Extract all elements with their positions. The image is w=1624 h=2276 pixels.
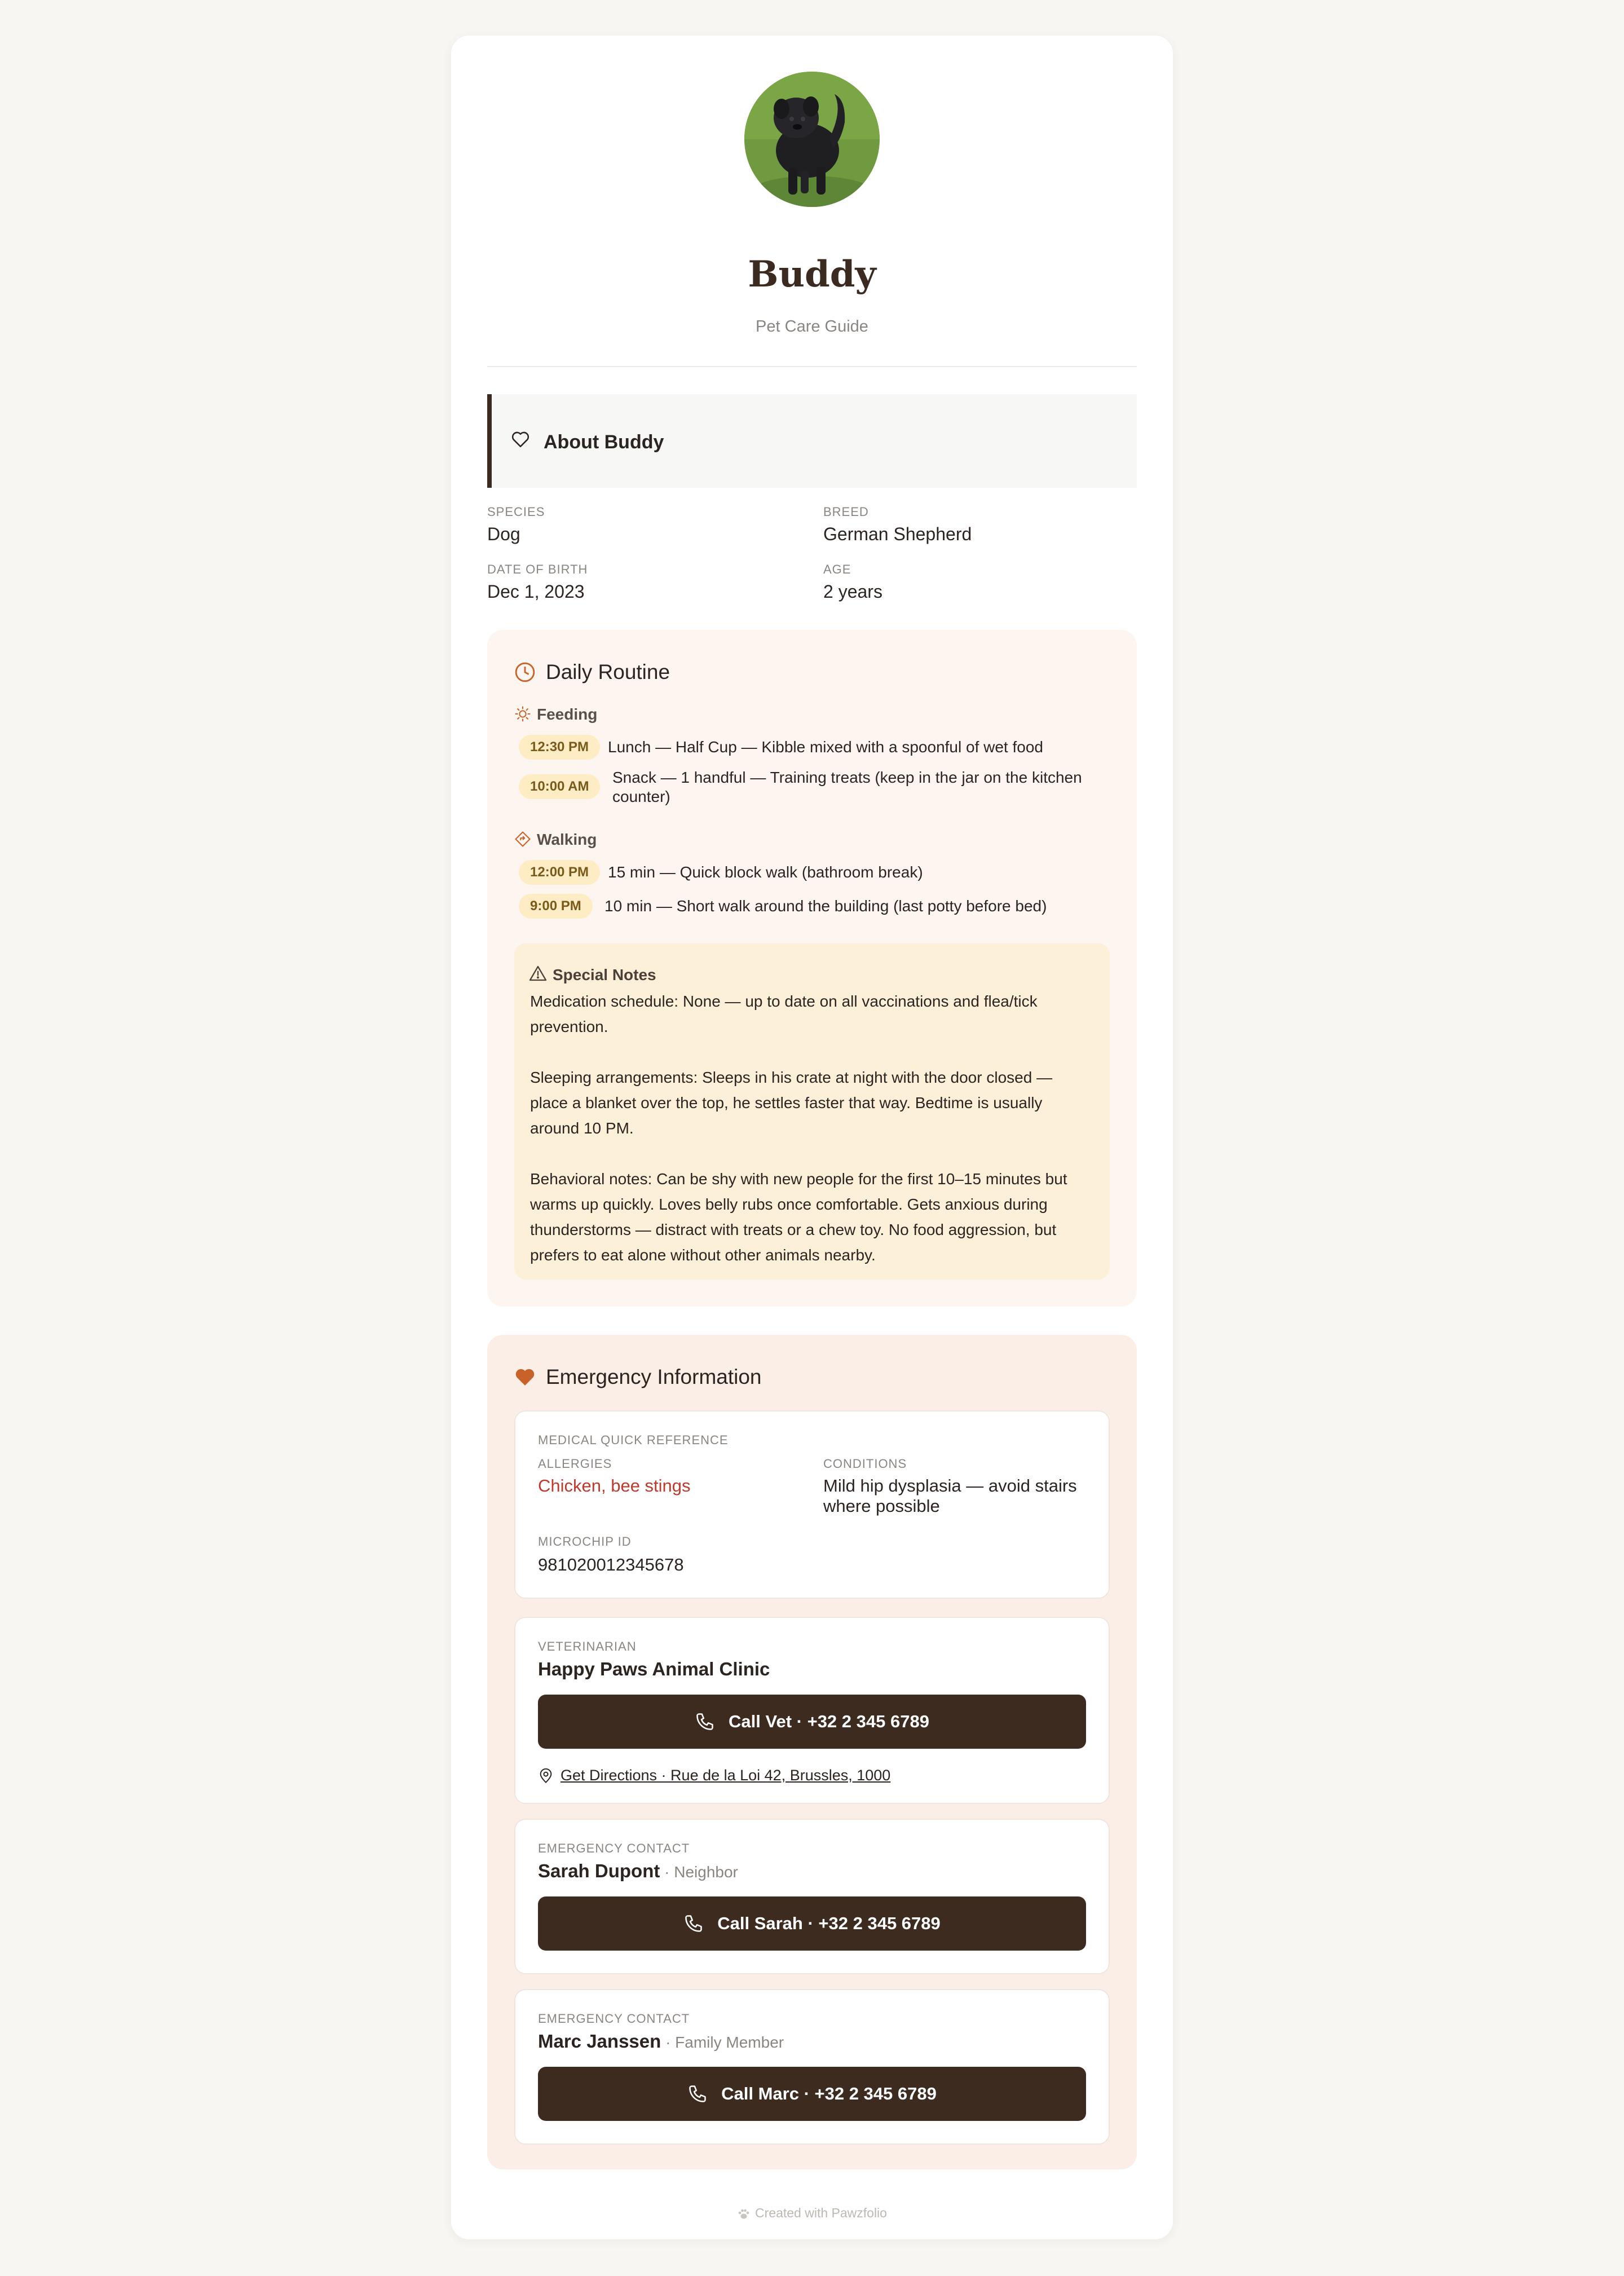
breed-value: German Shepherd [823,524,972,544]
contact-label: EMERGENCY CONTACT [538,1841,690,1855]
dob-label: DATE OF BIRTH [487,562,588,576]
phone-icon [687,2084,708,2104]
conditions-label: CONDITIONS [823,1457,907,1471]
pet-avatar [744,72,880,207]
breed-label: BREED [823,505,869,519]
walking-label: Walking [537,831,597,848]
age-label: AGE [823,562,851,576]
allergies-label: ALLERGIES [538,1457,612,1471]
header-divider [487,366,1137,367]
medical-reference-card [514,1410,1110,1599]
special-notes-title: Special Notes [553,966,656,983]
dob-value: Dec 1, 2023 [487,581,585,602]
feeding-entry: Lunch — Half Cup — Kibble mixed with a spoonful of wet food [608,738,1043,756]
emergency-contact-card [514,1989,1110,2145]
special-notes-box [514,943,1110,1280]
pet-name: Buddy [748,253,876,295]
call-marc-button[interactable] [538,2067,1086,2121]
walking-entry: 10 min — Short walk around the building (last potty before bed) [604,897,1047,915]
route-icon [514,831,531,850]
emergency-contact-card [514,1819,1110,1974]
emergency-title: Emergency Information [546,1365,762,1388]
about-section-header [487,394,1137,488]
about-title: About Buddy [544,431,664,453]
page-subtitle: Pet Care Guide [756,317,868,336]
contact-name-text: Marc Janssen [538,2031,661,2052]
warning-icon [529,965,547,985]
call-vet-label: Call Vet · +32 2 345 6789 [729,1712,929,1731]
call-marc-label: Call Marc · +32 2 345 6789 [721,2084,937,2103]
contact-name-text: Sarah Dupont [538,1860,660,1881]
microchip-value: 981020012345678 [538,1555,684,1574]
heart-icon [514,1366,536,1390]
species-label: SPECIES [487,505,545,519]
contact-role: · Neighbor [660,1863,738,1881]
contact-role: · Family Member [661,2034,784,2051]
special-notes-body: Medication schedule: None — up to date on all vaccinations and flea/tick prevention. Sleeping arrangements: Sleeps in his crate at night with the door closed — place a blanket over the top, he settles faster that way. Bedtime is usually around 10 PM. Behavioral notes: Can be shy with new people for the first 10–15 minutes but warms up quickly. Loves belly rubs once comfortable. Gets anxious during thunderstorms — distract with treats or a chew toy. No food aggression, but prefers to eat alone without other animals nearby. [530,993,1067,1264]
daily-routine-section [487,630,1137,1307]
call-sarah-label: Call Sarah · +32 2 345 6789 [717,1913,941,1933]
phone-icon [683,1913,704,1934]
dog-photo [744,72,880,207]
feeding-time-pill: 12:30 PM [519,735,600,760]
directions-link[interactable] [538,1767,890,1784]
feeding-time-pill: 10:00 AM [519,774,600,799]
walking-entry: 15 min — Quick block walk (bathroom break) [608,863,923,881]
contact-label: EMERGENCY CONTACT [538,2012,690,2026]
walking-time-pill: 12:00 PM [519,860,600,885]
footer-credit [487,2206,1137,2221]
phone-icon [695,1712,715,1732]
paw-icon [737,2208,751,2220]
conditions-value: Mild hip dysplasia — avoid stairs where possible [823,1476,1077,1516]
map-pin-icon [538,1767,554,1784]
sun-icon [514,705,531,725]
pet-profile-card [451,36,1173,2239]
feeding-entry: Snack — 1 handful — Training treats (keep in the jar on the kitchen counter) [612,769,1082,805]
walking-time-pill: 9:00 PM [519,894,593,919]
emergency-section [487,1335,1137,2169]
footer-text: Created with Pawzfolio [755,2206,887,2220]
medical-heading: MEDICAL QUICK REFERENCE [538,1433,729,1447]
vet-name: Happy Paws Animal Clinic [538,1659,770,1679]
feeding-label: Feeding [537,705,598,723]
vet-label: VETERINARIAN [538,1639,637,1653]
call-vet-button[interactable] [538,1695,1086,1749]
clock-icon [514,661,536,686]
routine-title: Daily Routine [546,660,670,683]
species-value: Dog [487,524,520,544]
contact-name [538,2031,784,2052]
allergies-value: Chicken, bee stings [538,1476,691,1496]
directions-text: Get Directions · Rue de la Loi 42, Brussles, 1000 [561,1767,891,1784]
call-sarah-button[interactable] [538,1896,1086,1951]
heart-outline-icon [511,430,530,451]
veterinarian-card [514,1617,1110,1804]
microchip-label: MICROCHIP ID [538,1534,632,1549]
age-value: 2 years [823,581,882,602]
contact-name [538,1860,738,1882]
